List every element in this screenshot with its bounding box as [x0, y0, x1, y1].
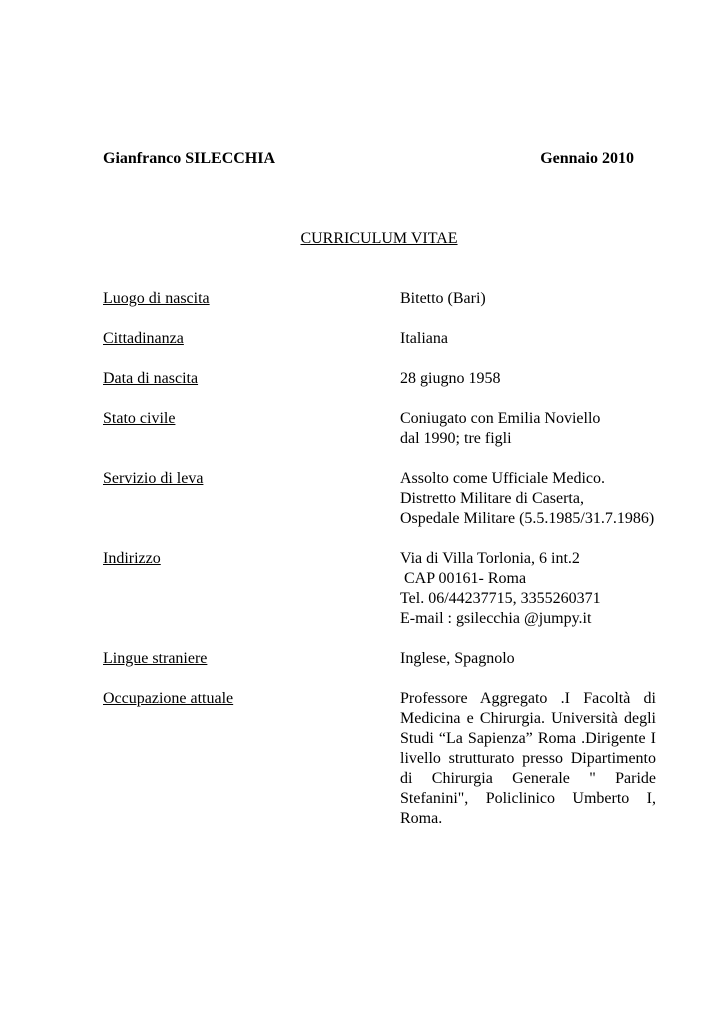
value-line: Assolto come Ufficiale Medico. [400, 470, 605, 487]
value-birthdate [400, 369, 656, 389]
label-birthplace: Luogo di nascita [103, 290, 210, 307]
value-line: Inglese, Spagnolo [400, 650, 515, 667]
label-citizenship: Cittadinanza [103, 330, 184, 347]
label-marital-status: Stato civile [103, 410, 176, 427]
document-date: Gennaio 2010 [540, 150, 634, 167]
value-citizenship [400, 329, 656, 349]
value-line: Bitetto (Bari) [400, 290, 486, 307]
label-languages: Lingue straniere [103, 650, 208, 667]
value-line: CAP 00161- Roma [404, 570, 527, 587]
value-line: 28 giugno 1958 [400, 370, 501, 387]
value-line: dal 1990; tre figli [400, 430, 512, 447]
value-line: Coniugato con Emilia Noviello [400, 410, 601, 427]
value-marital-status [400, 409, 656, 449]
label-occupation: Occupazione attuale [103, 690, 234, 707]
author-name: Gianfranco SILECCHIA [103, 150, 276, 167]
label-birthdate: Data di nascita [103, 370, 199, 387]
value-line: Tel. 06/44237715, 3355260371 [400, 590, 601, 607]
value-address [400, 549, 656, 629]
value-line: Ospedale Militare (5.5.1985/31.7.1986) [400, 510, 655, 527]
email-line: E-mail : gsilecchia @jumpy.it [400, 610, 592, 627]
value-languages [400, 649, 656, 669]
value-military-service [400, 469, 656, 529]
document-title: CURRICULUM VITAE [300, 230, 458, 247]
value-line: Italiana [400, 330, 448, 347]
value-line: Distretto Militare di Caserta, [400, 490, 584, 507]
label-address: Indirizzo [103, 550, 161, 567]
label-military-service: Servizio di leva [103, 470, 204, 487]
value-line: Via di Villa Torlonia, 6 int.2 [400, 550, 580, 567]
value-birthplace [400, 289, 656, 309]
value-occupation: Professore Aggregato .I Facoltà di Medicina e Chirurgia. Università degli Studi “La Sapienza” Roma .Dirigente I livello strutturato presso Dipartimento di Chirurgia Generale " Paride Stefanini", Policlinico Umberto I, Roma. [400, 690, 656, 827]
